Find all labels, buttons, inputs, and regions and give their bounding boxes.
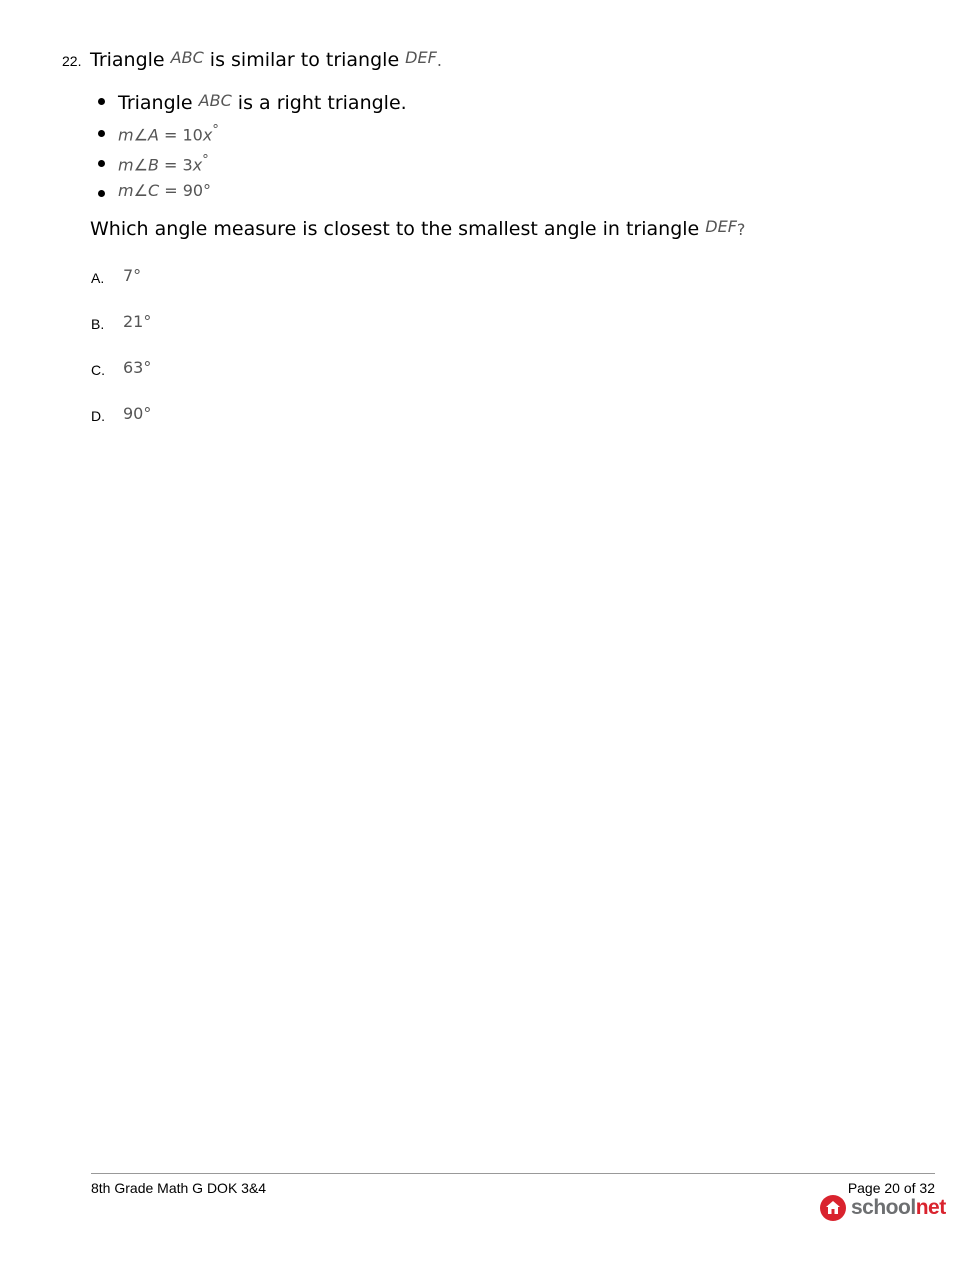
fact-1-text-1: Triangle bbox=[118, 92, 199, 114]
footer-divider bbox=[91, 1173, 935, 1174]
choice-a[interactable] bbox=[91, 264, 291, 310]
fact-2-deg: ° bbox=[212, 123, 219, 138]
fact-1-math: ABC bbox=[198, 91, 232, 110]
question-prompt bbox=[90, 217, 745, 240]
fact-2-angle-icon: ∠ bbox=[133, 125, 148, 145]
schoolnet-logo bbox=[820, 1194, 946, 1222]
choice-d[interactable] bbox=[91, 402, 291, 448]
fact-2-eq: = 10 bbox=[158, 125, 203, 145]
choice-letter: B. bbox=[91, 316, 105, 332]
fact-4-eq: = 90° bbox=[159, 181, 212, 200]
fact-1-text-2: is a right triangle. bbox=[231, 92, 407, 114]
fact-3-var: m bbox=[118, 155, 134, 175]
list-item bbox=[96, 150, 407, 180]
footer-title: 8th Grade Math G DOK 3&4 bbox=[91, 1180, 267, 1196]
fact-4-letter: C bbox=[147, 181, 160, 200]
logo-word-2: net bbox=[915, 1196, 946, 1219]
stem-text-3: . bbox=[436, 51, 442, 70]
choice-letter: D. bbox=[91, 408, 105, 424]
choice-c[interactable] bbox=[91, 356, 291, 402]
fact-4-var: m bbox=[118, 181, 134, 200]
question-stem bbox=[90, 48, 442, 71]
logo-word-1: school bbox=[851, 1196, 916, 1219]
prompt-end: ? bbox=[736, 220, 746, 239]
given-facts-list bbox=[96, 88, 407, 210]
fact-3-eq: = 3 bbox=[158, 155, 193, 175]
fact-2-x: x bbox=[202, 125, 213, 145]
list-item bbox=[96, 120, 407, 150]
bullet-icon bbox=[98, 98, 105, 105]
question-number: 22. bbox=[62, 53, 82, 69]
fact-2-var: m bbox=[118, 125, 134, 145]
list-item bbox=[96, 88, 407, 120]
fact-3-angle-icon: ∠ bbox=[133, 155, 148, 175]
choice-value: 90° bbox=[123, 404, 152, 423]
fact-3-deg: ° bbox=[202, 153, 209, 168]
bullet-icon bbox=[98, 190, 105, 197]
fact-2-letter: A bbox=[147, 125, 159, 145]
fact-3-x: x bbox=[192, 155, 203, 175]
bullet-icon bbox=[98, 130, 105, 137]
house-icon bbox=[820, 1195, 846, 1221]
choice-letter: C. bbox=[91, 362, 105, 378]
choice-value: 63° bbox=[123, 358, 152, 377]
choice-letter: A. bbox=[91, 270, 105, 286]
stem-math-abc: ABC bbox=[170, 48, 204, 67]
prompt-text: Which angle measure is closest to the smallest angle in triangle bbox=[90, 218, 706, 240]
stem-text-1: Triangle bbox=[90, 49, 171, 71]
answer-choices bbox=[91, 264, 291, 448]
house-icon-svg bbox=[820, 1195, 846, 1221]
logo-wordmark bbox=[851, 1196, 946, 1220]
page-number: Page 20 of 32 bbox=[847, 1180, 935, 1196]
choice-b[interactable] bbox=[91, 310, 291, 356]
choice-value: 21° bbox=[123, 312, 152, 331]
stem-text-2: is similar to triangle bbox=[203, 49, 406, 71]
fact-3-letter: B bbox=[147, 155, 159, 175]
prompt-math: DEF bbox=[705, 217, 737, 236]
fact-4-angle-icon: ∠ bbox=[133, 181, 148, 200]
stem-math-def: DEF bbox=[405, 48, 437, 67]
choice-value: 7° bbox=[123, 266, 142, 285]
list-item bbox=[96, 180, 407, 210]
bullet-icon bbox=[98, 160, 105, 167]
